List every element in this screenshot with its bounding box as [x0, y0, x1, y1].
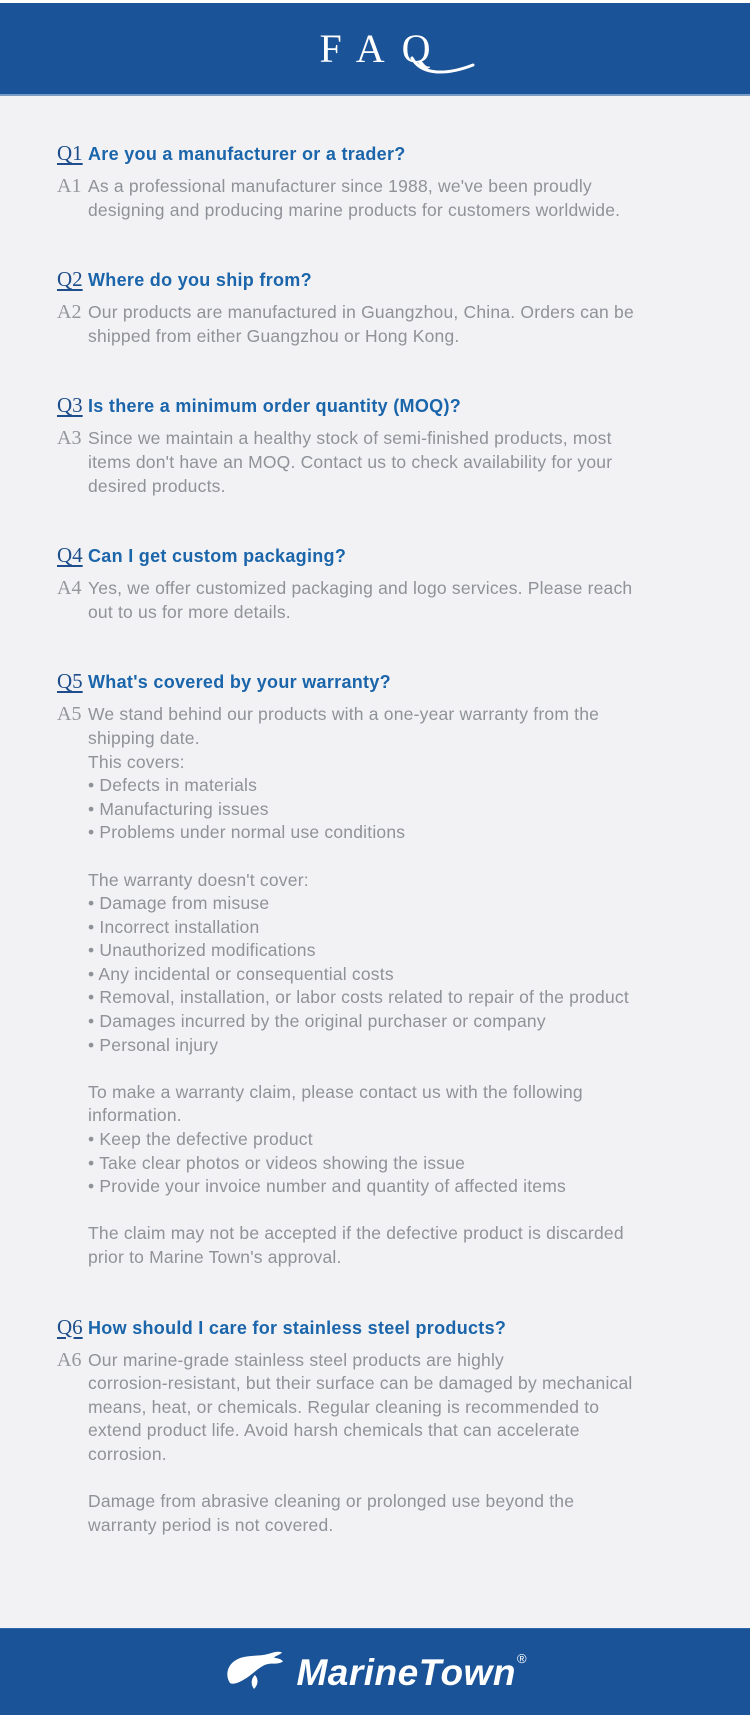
answer-bullet-line: • Defects in materials: [88, 775, 258, 796]
orca-whale-icon: [224, 1649, 286, 1691]
faq-question: What's covered by your warranty?: [88, 672, 391, 693]
faq-q-label: Q6: [57, 1314, 83, 1339]
answer-line: To make a warranty claim, please contact us with the following: [88, 1081, 583, 1102]
faq-header-band: [0, 3, 750, 96]
answer-line: The warranty doesn't cover:: [88, 869, 309, 890]
faq-item: [57, 267, 730, 348]
answer-line: prior to Marine Town's approval.: [88, 1247, 342, 1267]
faq-item: [57, 543, 730, 624]
faq-question: Is there a minimum order quantity (MOQ)?: [88, 396, 462, 417]
faq-q-label: Q3: [57, 393, 83, 418]
question-row: [57, 1315, 730, 1340]
faq-answer: [88, 301, 634, 348]
answer-line: Damage from abrasive cleaning or prolonged use beyond the: [88, 1491, 575, 1512]
faq-question: Where do you ship from?: [88, 270, 312, 291]
answer-line: shipped from either Guangzhou or Hong Kong.: [88, 325, 460, 346]
faq-item: [57, 1315, 730, 1538]
answer-bullet-line: • Damage from misuse: [88, 893, 270, 914]
faq-q-label: Q1: [57, 141, 83, 165]
answer-line: The claim may not be accepted if the defective product is discarded: [88, 1223, 624, 1244]
faq-list: [0, 96, 750, 1628]
answer-row: [57, 703, 730, 1269]
question-row: [57, 543, 730, 568]
answer-line: Our products are manufactured in Guangzhou, China. Orders can be: [88, 302, 634, 323]
q-tail-swash-icon: [410, 56, 476, 78]
answer-line: information.: [88, 1105, 182, 1126]
answer-line: [88, 1057, 629, 1081]
faq-question: How should I care for stainless steel products?: [88, 1317, 507, 1338]
answer-bullet-line: • Personal injury: [88, 1034, 219, 1055]
answer-line: items don't have an MOQ. Contact us to check availability for your: [88, 451, 613, 472]
answer-bullet-line: • Problems under normal use conditions: [88, 822, 406, 843]
faq-answer: [88, 427, 612, 498]
faq-item: [57, 393, 730, 498]
bottom-margin-strip: [0, 1715, 750, 1723]
faq-a-label: A2: [57, 301, 82, 324]
answer-line: [88, 1199, 629, 1223]
answer-line: [88, 845, 629, 869]
answer-line: Yes, we offer customized packaging and logo services. Please reach: [88, 578, 633, 599]
faq-answer: [88, 577, 632, 624]
answer-line: shipping date.: [88, 727, 200, 748]
answer-bullet-line: • Unauthorized modifications: [88, 940, 316, 961]
faq-a-label: A4: [57, 577, 82, 600]
faq-q-label: Q4: [57, 543, 83, 568]
answer-bullet-line: • Take clear photos or videos showing the issue: [88, 1152, 466, 1173]
faq-item: [57, 141, 730, 222]
question-row: [57, 141, 730, 166]
answer-line: out to us for more details.: [88, 601, 291, 622]
answer-bullet-line: • Damages incurred by the original purchaser or company: [88, 1011, 546, 1032]
faq-q-label: Q5: [57, 669, 83, 694]
answer-line: means, heat, or chemicals. Regular cleaning is recommended to: [88, 1396, 600, 1417]
answer-row: [57, 1349, 730, 1538]
answer-line: corrosion.: [88, 1443, 167, 1464]
page-title-text: FAQ: [319, 25, 448, 71]
faq-a-label: A6: [57, 1348, 82, 1371]
answer-line: desired products.: [88, 475, 226, 496]
answer-line: Our marine-grade stainless steel products are highly: [88, 1349, 505, 1370]
faq-item: [57, 669, 730, 1269]
answer-row: [57, 175, 730, 222]
faq-question: Are you a manufacturer or a trader?: [88, 144, 406, 164]
answer-line: warranty period is not covered.: [88, 1514, 334, 1535]
brand-wordmark: MarineTown: [296, 1651, 516, 1693]
answer-line: Since we maintain a healthy stock of semi-finished products, most: [88, 428, 612, 449]
question-row: [57, 267, 730, 292]
page-title: [302, 25, 448, 71]
question-row: [57, 393, 730, 418]
faq-question: Can I get custom packaging?: [88, 546, 347, 567]
answer-line: corrosion-resistant, but their surface can be damaged by mechanical: [88, 1373, 633, 1394]
answer-line: As a professional manufacturer since 1988, we've been proudly: [88, 176, 592, 196]
faq-answer: [88, 1349, 633, 1538]
question-row: [57, 669, 730, 694]
answer-bullet-line: • Incorrect installation: [88, 916, 260, 937]
answer-bullet-line: • Manufacturing issues: [88, 798, 269, 819]
faq-a-label: A1: [57, 175, 82, 197]
faq-answer: [88, 703, 629, 1269]
registered-trademark-symbol: ®: [516, 1650, 527, 1666]
answer-row: [57, 577, 730, 624]
answer-row: [57, 427, 730, 498]
answer-bullet-line: • Provide your invoice number and quantity of affected items: [88, 1176, 566, 1197]
faq-a-label: A3: [57, 427, 82, 450]
answer-line: designing and producing marine products for customers worldwide.: [88, 199, 621, 220]
brand-footer-band: [0, 1628, 750, 1715]
answer-bullet-line: • Keep the defective product: [88, 1129, 313, 1150]
answer-line: We stand behind our products with a one-year warranty from the: [88, 704, 600, 725]
faq-a-label: A5: [57, 703, 82, 726]
answer-line: [88, 1467, 633, 1491]
faq-answer: [88, 175, 620, 222]
answer-line: This covers:: [88, 751, 185, 772]
brand-logo: [224, 1650, 527, 1693]
answer-bullet-line: • Any incidental or consequential costs: [88, 963, 394, 984]
faq-q-label: Q2: [57, 267, 83, 292]
answer-bullet-line: • Removal, installation, or labor costs related to repair of the product: [88, 987, 629, 1008]
answer-line: extend product life. Avoid harsh chemicals that can accelerate: [88, 1420, 580, 1441]
answer-row: [57, 301, 730, 348]
